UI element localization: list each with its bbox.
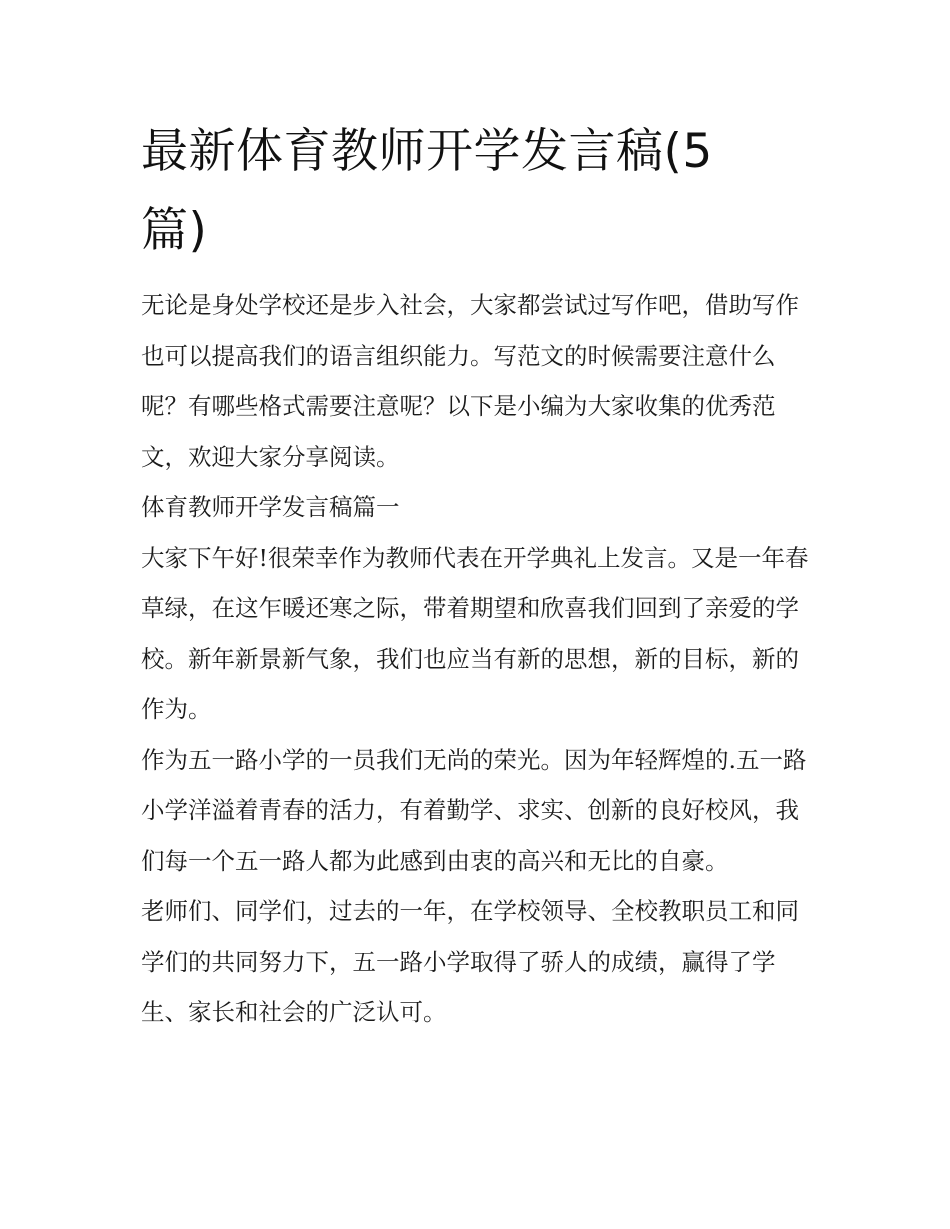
intro-paragraph: 无论是身处学校还是步入社会，大家都尝试过写作吧，借助写作也可以提高我们的语言组织能力。写范文的时候需要注意什么呢？有哪些格式需要注意呢？以下是小编为大家收集的优秀范文，欢迎大家分享阅读。 [141, 291, 799, 471]
body-paragraph: 作为五一路小学的一员我们无尚的荣光。因为年轻辉煌的.五一路小学洋溢着青春的活力，有着勤学、求实、创新的良好校风，我们每一个五一路人都为此感到由衷的高兴和无比的自豪。 [141, 745, 807, 875]
body-paragraph: 老师们、同学们，过去的一年，在学校领导、全校教职员工和同学们的共同努力下，五一路小学取得了骄人的成绩，赢得了学生、家长和社会的广泛认可。 [141, 897, 799, 1026]
body-paragraph: 大家下午好!很荣幸作为教师代表在开学典礼上发言。又是一年春草绿，在这乍暖还寒之际，带着期望和欣喜我们回到了亲爱的学校。新年新景新气象，我们也应当有新的思想，新的目标，新的作为。 [141, 543, 809, 723]
section-heading: 体育教师开学发言稿篇一 [141, 493, 400, 521]
document-body [141, 112, 813, 1038]
document-title: 最新体育教师开学发言稿(5篇) [141, 124, 713, 258]
